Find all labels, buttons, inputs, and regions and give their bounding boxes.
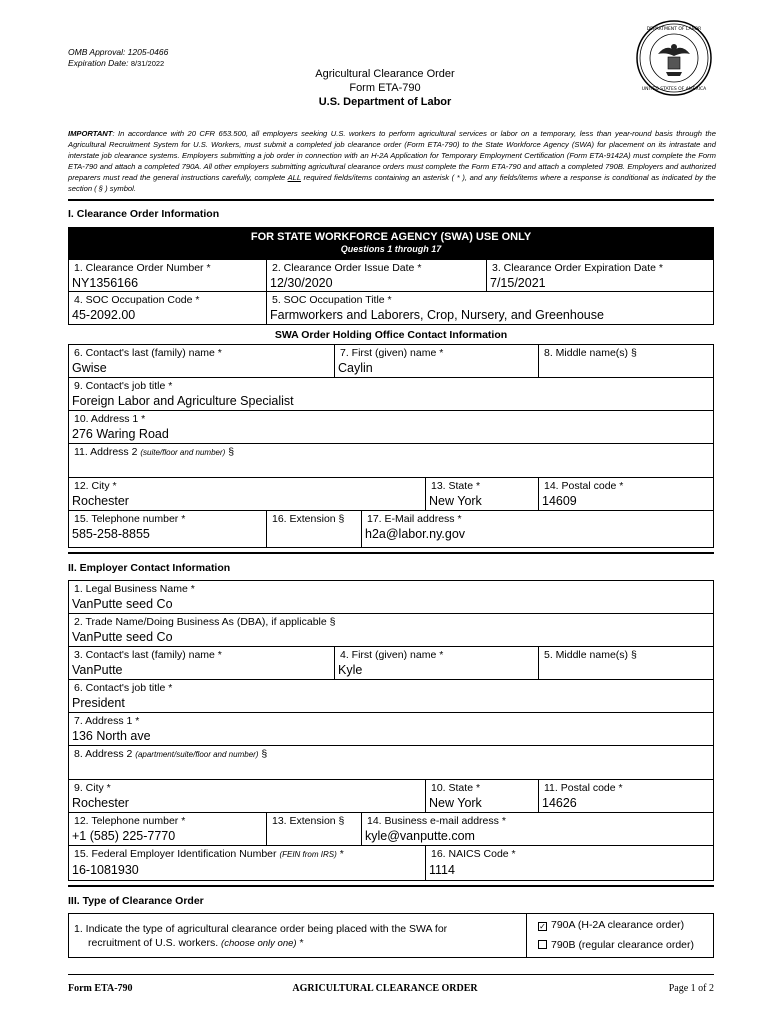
svg-text:UNITED STATES OF AMERICA: UNITED STATES OF AMERICA <box>641 87 707 92</box>
employer-address2-field[interactable]: 8. Address 2 (apartment/suite/floor and number) § <box>68 745 714 780</box>
swa-contact-last-name-field[interactable]: 6. Contact's last (family) name * Gwise <box>68 344 335 378</box>
section-divider <box>68 552 714 554</box>
swa-email-field[interactable]: 17. E-Mail address * h2a@labor.ny.gov <box>361 510 714 548</box>
swa-address2-field[interactable]: 11. Address 2 (suite/floor and number) § <box>68 443 714 478</box>
clearance-order-expiration-date-field[interactable]: 3. Clearance Order Expiration Date * 7/15/2021 <box>486 259 714 292</box>
clearance-type-options <box>526 913 714 958</box>
expiration-date: 8/31/2022 <box>130 59 165 68</box>
employer-address1-field[interactable]: 7. Address 1 * 136 North ave <box>68 712 714 746</box>
employer-contact-job-title-field[interactable]: 6. Contact's job title * President <box>68 679 714 713</box>
employer-state-field[interactable]: 10. State * New York <box>425 779 539 813</box>
form-title-line2: Form ETA-790 <box>349 82 421 94</box>
swa-state-field[interactable]: 13. State * New York <box>425 477 539 511</box>
clearance-order-issue-date-field[interactable]: 2. Clearance Order Issue Date * 12/30/2020 <box>266 259 487 292</box>
section3-heading: III. Type of Clearance Order <box>68 895 204 907</box>
footer-divider <box>68 974 714 975</box>
svg-text:DEPARTMENT OF LABOR: DEPARTMENT OF LABOR <box>646 27 702 32</box>
employer-postal-code-field[interactable]: 11. Postal code * 14626 <box>538 779 714 813</box>
swa-holding-office-title: SWA Order Holding Office Contact Information <box>68 326 714 345</box>
soc-occupation-code-field[interactable]: 4. SOC Occupation Code * 45-2092.00 <box>68 291 267 325</box>
clearance-order-number-field[interactable]: 1. Clearance Order Number * NY1356166 <box>68 259 267 292</box>
swa-extension-field[interactable]: 16. Extension § <box>266 510 362 548</box>
form-title-line1: Agricultural Clearance Order <box>315 68 455 80</box>
trade-name-dba-field[interactable]: 2. Trade Name/Doing Business As (DBA), if applicable § VanPutte seed Co <box>68 613 714 647</box>
swa-postal-code-field[interactable]: 14. Postal code * 14609 <box>538 477 714 511</box>
employer-business-email-field[interactable]: 14. Business e-mail address * kyle@vanputte.com <box>361 812 714 846</box>
employer-contact-middle-name-field[interactable]: 5. Middle name(s) § <box>538 646 714 680</box>
employer-contact-first-name-field[interactable]: 4. First (given) name * Kyle <box>334 646 539 680</box>
important-lead: IMPORTANT <box>68 129 113 138</box>
employer-city-field[interactable]: 9. City * Rochester <box>68 779 426 813</box>
checkbox-790a-checked-icon[interactable]: ✓ <box>539 922 546 931</box>
swa-city-field[interactable]: 12. City * Rochester <box>68 477 426 511</box>
option-790a[interactable]: ✓ 790A (H-2A clearance order) <box>539 919 685 931</box>
footer-title: AGRICULTURAL CLEARANCE ORDER <box>292 983 478 994</box>
section-divider <box>68 199 714 201</box>
section-divider <box>68 885 714 887</box>
swa-address1-field[interactable]: 10. Address 1 * 276 Waring Road <box>68 410 714 444</box>
footer-form-id: Form ETA-790 <box>68 983 133 994</box>
form-title-line3: U.S. Department of Labor <box>318 96 452 108</box>
expiration-label: Expiration Date: <box>68 58 129 68</box>
swa-telephone-field[interactable]: 15. Telephone number * 585-258-8855 <box>68 510 267 548</box>
clearance-type-question: 1. Indicate the type of agricultural clearance order being placed with the SWA for recruitment of U.S. workers. (choose only one) * <box>68 913 527 958</box>
option-790b[interactable]: 790B (regular clearance order) <box>538 939 694 951</box>
employer-contact-last-name-field[interactable]: 3. Contact's last (family) name * VanPutte <box>68 646 335 680</box>
footer-page-number: Page 1 of 2 <box>668 983 714 994</box>
swa-use-only-bar: FOR STATE WORKFORCE AGENCY (SWA) USE ONLY Questions 1 through 17 <box>68 227 714 259</box>
naics-code-field[interactable]: 16. NAICS Code * 1114 <box>425 845 714 881</box>
swa-contact-job-title-field[interactable]: 9. Contact's job title * Foreign Labor and Agriculture Specialist <box>68 377 714 411</box>
legal-business-name-field[interactable]: 1. Legal Business Name * VanPutte seed Co <box>68 580 714 614</box>
swa-contact-middle-name-field[interactable]: 8. Middle name(s) § <box>538 344 714 378</box>
important-notice: IMPORTANT: In accordance with 20 CFR 653.500, all employers seeking U.S. workers to perform agricultural services or labor on a temporary, less than year-round basis through the Agricultural Recruitment System for U.S. Workers, must submit a completed job clearance order (Form ETA-790) to the State Workforce Agency (SWA) for placement on its intrastate and interstate job clearance systems. Employers submitting a job order in connection with an H-2A Application for Temporary Employment Certification (Form ETA-9142A) must complete the Form ETA-790 and attach a completed 790A. All other employers submitting agricultural clearance orders must complete the Form ETA-790 and attach a completed 790B. Employers and authorized preparers must read the general instructions carefully, complete ALL required fields/items containing an asterisk ( * ), and any fields/items where a response is conditional as indicated by the section ( § ) symbol. <box>68 129 716 193</box>
section2-heading: II. Employer Contact Information <box>68 562 231 574</box>
fein-field[interactable]: 15. Federal Employer Identification Number (FEIN from IRS) * 16-1081930 <box>68 845 426 881</box>
omb-approval: OMB Approval: 1205-0466 <box>68 47 169 57</box>
checkbox-790b-icon[interactable] <box>538 940 547 949</box>
omb-info <box>68 47 168 69</box>
employer-extension-field[interactable]: 13. Extension § <box>266 812 362 846</box>
employer-telephone-field[interactable]: 12. Telephone number * +1 (585) 225-7770 <box>68 812 267 846</box>
section1-heading: I. Clearance Order Information <box>68 208 220 220</box>
swa-contact-first-name-field[interactable]: 7. First (given) name * Caylin <box>334 344 539 378</box>
soc-occupation-title-field[interactable]: 5. SOC Occupation Title * Farmworkers and Laborers, Crop, Nursery, and Greenhouse <box>266 291 714 325</box>
